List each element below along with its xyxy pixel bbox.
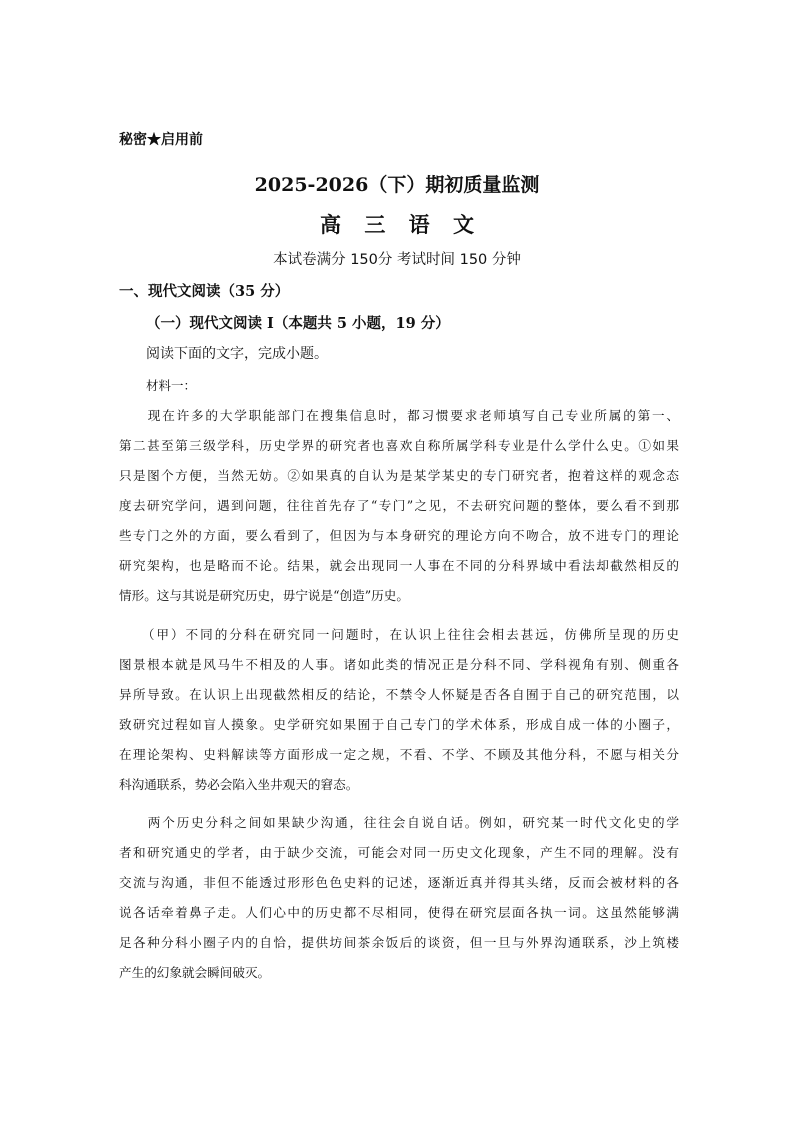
paragraph-line: 现在许多的大学职能部门在搜集信息时，都习惯要求老师填写自己专业所属的第一、 [119,408,679,423]
paragraph-line: 度去研究学问，遇到问题，往往首先存了“专门”之见，不去研究问题的整体，要么看不到那 [119,498,679,513]
paragraph-line: 科沟通联系，势必会陷入坐井观天的窘态。 [119,777,359,792]
paragraph-line: 些专门之外的方面，要么看到了，但因为与本身研究的理论方向不吻合，放不进专门的理论 [119,528,679,543]
paragraph-line: 研究架构，也是略而不论。结果，就会出现同一人事在不同的分科界域中看法却截然相反的 [119,558,679,573]
paragraph-line: 说各话牵着鼻子走。人们心中的历史都不尽相同，使得在研究层面各执一词。这虽然能够满 [119,905,679,920]
paragraph-line: 情形。这与其说是研究历史，毋宁说是“创造”历史。 [119,588,409,603]
paragraph-2 [119,620,679,800]
material-label: 材料一： [146,378,197,393]
paragraph-line: 交流与沟通，非但不能透过形形色色史料的记述，逐渐近真并得其头绪，反而会被材料的各 [119,875,679,890]
paragraph-1 [119,401,679,611]
paragraph-line: 图景根本就是风马牛不相及的人事。诸如此类的情况正是分科不同、学科视角有别、侧重各 [119,657,679,672]
exam-title: 2025-2026（下）期初质量监测 [254,174,540,196]
reading-instruction: 阅读下面的文字，完成小题。 [146,346,328,362]
paragraph-line: 第二甚至第三级学科，历史学界的研究者也喜欢自称所属学科专业是什么学什么史。①如果 [119,438,679,453]
section-heading: 一、现代文阅读（35 分） [119,283,290,300]
paragraph-line: 者和研究通史的学者，由于缺少交流，可能会对同一历史文化现象，产生不同的理解。没有 [119,845,679,860]
subsection-heading: （一）现代文阅读 I（本题共 5 小题，19 分） [146,315,450,332]
paragraph-line: （甲）不同的分科在研究同一问题时，在认识上往往会相去甚远，仿佛所呈现的历史 [119,627,679,642]
paragraph-line: 两个历史分科之间如果缺少沟通，往往会自说自话。例如，研究某一时代文化史的学 [119,815,679,830]
paragraph-line: 产生的幻象就会瞬间破灭。 [119,965,271,980]
paragraph-line: 在理论架构、史料解读等方面形成一定之规，不看、不学、不顾及其他分科，不愿与相关分 [119,747,679,762]
paragraph-3 [119,808,679,988]
secret-mark: 秘密★启用前 [119,132,203,148]
subject-title: 高 三 语 文 [320,212,482,237]
paragraph-line: 异所导致。在认识上出现截然相反的结论，不禁令人怀疑是否各自囿于自己的研究范围，以 [119,687,679,702]
exam-info: 本试卷满分 150分 考试时间 150 分钟 [273,252,521,268]
paragraph-line: 只是图个方便，当然无妨。②如果真的自认为是某学某史的专门研究者，抱着这样的观念态 [119,468,679,483]
paragraph-line: 足各种分科小圈子内的自恰，提供坊间茶余饭后的谈资，但一旦与外界沟通联系，沙上筑楼 [119,935,679,950]
paragraph-line: 致研究过程如盲人摸象。史学研究如果囿于自己专门的学术体系，形成自成一体的小圈子， [119,717,679,732]
